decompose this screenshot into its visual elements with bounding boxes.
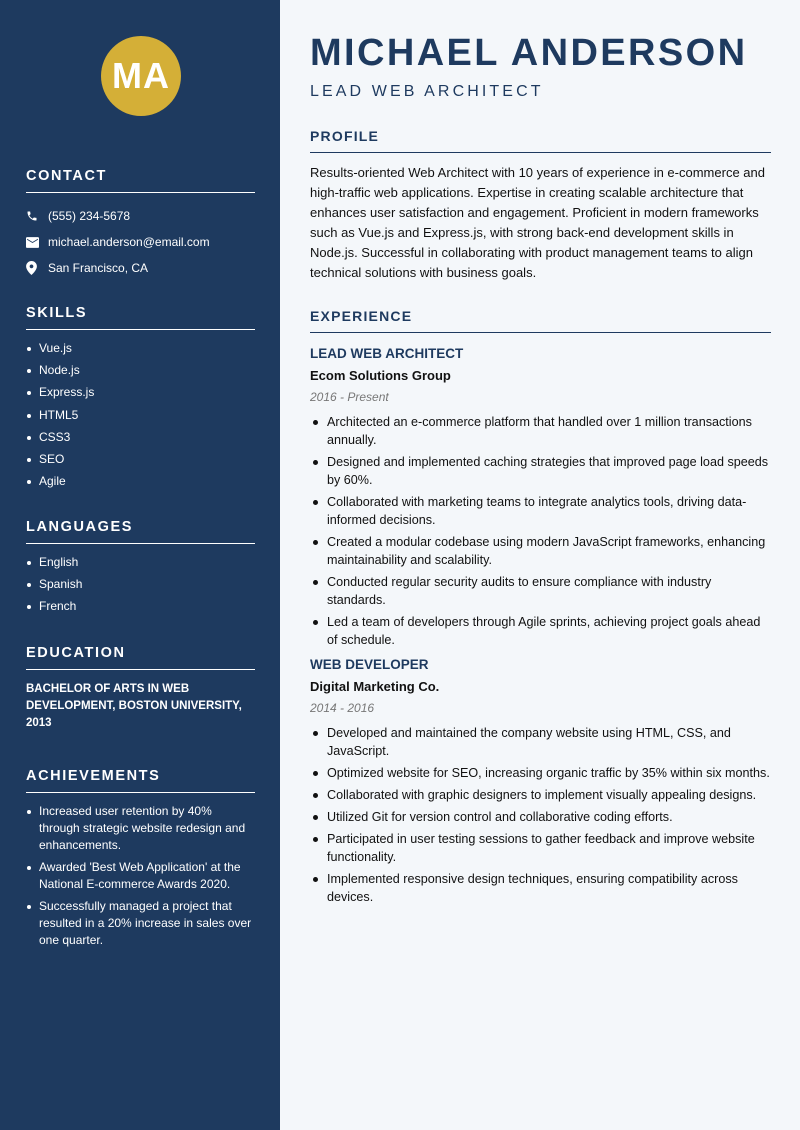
duty-item: Optimized website for SEO, increasing organic traffic by 35% within six months. [310,764,771,782]
skill-item: SEO [26,451,255,468]
skill-item: Agile [26,473,255,490]
duty-item: Participated in user testing sessions to gather feedback and improve website functionality. [310,830,771,866]
phone-icon [26,210,48,222]
job-duties [310,724,771,906]
skills-heading: SKILLS [26,305,255,330]
education-section [26,645,255,732]
job-entry [310,657,771,906]
profile-heading: PROFILE [310,128,771,153]
email-text: michael.anderson@email.com [48,235,210,249]
contact-heading: CONTACT [26,168,255,193]
achievement-item: Successfully managed a project that resulted in a 20% increase in sales over one quarter. [26,898,255,949]
skills-section [26,305,255,495]
education-heading: EDUCATION [26,645,255,670]
duty-item: Utilized Git for version control and collaborative coding efforts. [310,808,771,826]
job-dates: 2016 - Present [310,390,389,404]
languages-list [26,554,255,615]
candidate-role: LEAD WEB ARCHITECT [310,83,544,100]
achievements-heading: ACHIEVEMENTS [26,768,255,793]
job-dates: 2014 - 2016 [310,701,375,715]
languages-section [26,519,255,621]
duty-item: Led a team of developers through Agile sprints, achieving project goals ahead of schedule. [310,613,771,649]
skill-item: Vue.js [26,340,255,357]
job-title: WEB DEVELOPER [310,657,429,672]
achievements-list [26,803,255,949]
location-text: San Francisco, CA [48,261,149,275]
profile-text: Results-oriented Web Architect with 10 years of experience in e-commerce and high-traffic web applications. Expertise in creating scalable architecture that enhances user satisfaction and engagement. Proficient in modern frameworks such as Vue.js and Express.js, with strong back-end development skills in Node.js. Successful in collaborating with product management teams to align technical solutions with business goals. [310,165,765,280]
job-company: Ecom Solutions Group [310,368,451,383]
location-pin-icon [26,261,48,275]
contact-email[interactable] [26,229,255,255]
languages-heading: LANGUAGES [26,519,255,544]
skill-item: Node.js [26,362,255,379]
achievement-item: Increased user retention by 40% through strategic website redesign and enhancements. [26,803,255,854]
contact-list [26,203,255,281]
language-item: English [26,554,255,571]
duty-item: Implemented responsive design techniques, ensuring compatibility across devices. [310,870,771,906]
experience-heading: EXPERIENCE [310,308,771,333]
candidate-name: MICHAEL ANDERSON [310,32,748,74]
contact-phone[interactable] [26,203,255,229]
duty-item: Collaborated with graphic designers to implement visually appealing designs. [310,786,771,804]
education-degree: BACHELOR OF ARTS IN WEB DEVELOPMENT, BOSTON UNIVERSITY, 2013 [26,683,242,729]
avatar: MA [101,36,181,116]
job-entry [310,346,771,649]
duty-item: Created a modular codebase using modern JavaScript frameworks, enhancing maintainability and scalability. [310,533,771,569]
achievements-section [26,768,255,954]
language-item: Spanish [26,576,255,593]
skill-item: HTML5 [26,407,255,424]
skill-item: CSS3 [26,429,255,446]
skills-list [26,340,255,490]
phone-text: (555) 234-5678 [48,209,131,223]
job-duties [310,413,771,649]
job-company: Digital Marketing Co. [310,679,440,694]
contact-location [26,255,255,281]
contact-section [26,168,255,281]
email-icon [26,237,48,248]
duty-item: Developed and maintained the company website using HTML, CSS, and JavaScript. [310,724,771,760]
experience-section [310,308,771,910]
profile-section [310,128,771,283]
job-title: LEAD WEB ARCHITECT [310,346,464,361]
duty-item: Designed and implemented caching strategies that improved page load speeds by 60%. [310,453,771,489]
skill-item: Express.js [26,384,255,401]
duty-item: Architected an e-commerce platform that handled over 1 million transactions annually. [310,413,771,449]
achievement-item: Awarded 'Best Web Application' at the National E-commerce Awards 2020. [26,859,255,893]
language-item: French [26,598,255,615]
sidebar [0,0,280,1130]
duty-item: Conducted regular security audits to ensure compliance with industry standards. [310,573,771,609]
duty-item: Collaborated with marketing teams to integrate analytics tools, driving data-informed decisions. [310,493,771,529]
